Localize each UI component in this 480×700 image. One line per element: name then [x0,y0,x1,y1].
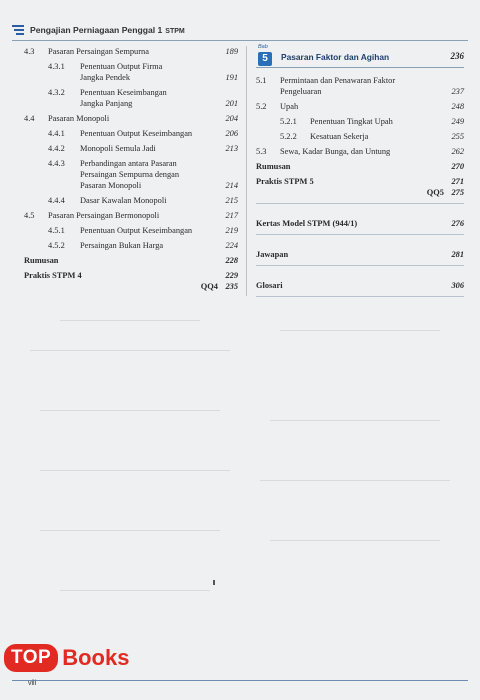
toc-entry-4-5[interactable] [24,210,238,221]
toc-text: Glosari [256,281,283,290]
toc-text: Jawapan [256,250,289,259]
toc-entry-5-1[interactable] [256,75,464,97]
toc-num: 4.3 [24,47,35,56]
toc-page: 189 [225,47,238,56]
chapter-title: Pasaran Faktor dan Agihan [281,51,390,62]
toc-entry-praktis-4[interactable] [24,270,238,281]
toc-page: 281 [451,250,464,259]
toc-num: 4.4.2 [48,144,65,153]
toc-entry-4-3-1[interactable] [24,61,238,83]
topbooks-logo [4,644,129,672]
toc-entry-glosari[interactable] [256,280,464,291]
toc-page: 201 [225,99,238,108]
toc-entry-qq4[interactable] [24,281,238,292]
chapter-heading[interactable] [256,43,464,68]
toc-text: QQ4 [200,282,218,291]
toc-page: 235 [225,282,238,291]
header-title-text: Pengajian Perniagaan Penggal 1 [30,25,163,35]
toc-text-line: Penentuan Output Firma [80,62,163,71]
toc-entry-5-3[interactable] [256,146,464,157]
toc-entry-4-4-1[interactable] [24,128,238,139]
toc-text: Pasaran Persaingan Bermonopoli [48,211,160,220]
toc-entry-4-5-2[interactable] [24,240,238,251]
toc-text: Kertas Model STPM (944/1) [256,219,358,228]
section-divider [256,203,464,204]
toc-text: Sewa, Kadar Bunga, dan Untung [280,147,391,156]
chapter-page: 236 [450,51,464,61]
toc-text-line: Persaingan Sempurna dengan [80,170,180,179]
toc-text-line: Jangka Pendek [80,73,131,82]
toc-text: QQ5 [426,188,444,197]
toc-entry-4-4[interactable] [24,113,238,124]
toc-text [80,158,238,191]
toc-page: 214 [225,181,238,190]
toc-text: Dasar Kawalan Monopoli [80,196,167,205]
toc-num: 4.4.3 [48,159,65,168]
toc-text: Praktis STPM 5 [256,177,314,186]
toc-entry-5-2[interactable] [256,101,464,112]
toc-text: Monopoli Semula Jadi [80,144,156,153]
toc-page: 215 [225,196,238,205]
toc-page: 217 [225,211,238,220]
toc-text-line: Pengeluaran [280,87,322,96]
toc-entry-praktis-5[interactable] [256,176,464,187]
toc-text: Penentuan Output Keseimbangan [80,226,193,235]
toc-text-line: Pasaran Monopoli [80,181,142,190]
toc-page: 219 [225,226,238,235]
toc-page: 276 [451,219,464,228]
toc-page: 237 [451,87,464,96]
toc-entry-kertas-model[interactable] [256,218,464,229]
toc-text: Pasaran Monopoli [48,114,110,123]
toc-entry-4-3[interactable] [24,46,238,57]
toc-entry-qq5[interactable] [256,187,464,198]
toc-num: 4.5.1 [48,226,65,235]
toc-entry-rumusan-4[interactable] [24,255,238,266]
toc-num: 4.3.2 [48,88,65,97]
toc-text-line: Permintaan dan Penawaran Faktor [280,76,396,85]
toc-text-line: Penentuan Keseimbangan [80,88,167,97]
toc-entry-rumusan-5[interactable] [256,161,464,172]
toc-text-line: Jangka Panjang [80,99,133,108]
toc-page: 206 [225,129,238,138]
toc-text [80,61,238,83]
toc-page: 204 [225,114,238,123]
toc-entry-4-4-4[interactable] [24,195,238,206]
toc-num: 5.3 [256,147,267,156]
toc-num: 4.5.2 [48,241,65,250]
toc-page: 262 [451,147,464,156]
toc-text [280,75,464,97]
toc-text: Penentuan Output Keseimbangan [80,129,193,138]
toc-page: 191 [225,73,238,82]
toc-entry-4-3-2[interactable] [24,87,238,109]
toc-entry-5-2-1[interactable] [256,116,464,127]
toc-page: 228 [225,256,238,265]
section-divider [256,234,464,235]
toc-text [80,87,238,109]
toc-num: 5.2.2 [280,132,297,141]
toc-text: Praktis STPM 4 [24,271,82,280]
toc-text: Upah [280,102,299,111]
header-subtitle: STPM [165,28,185,35]
section-divider [256,296,464,297]
book-logo-icon [12,24,24,36]
toc-page: 249 [451,117,464,126]
toc-page: 213 [225,144,238,153]
topbooks-logo-top: TOP [4,644,58,672]
toc-left-column [24,46,238,292]
chapter-badge [256,43,276,67]
toc-page: 229 [225,271,238,280]
toc-text-line: Perbandingan antara Pasaran [80,159,177,168]
toc-num: 4.4.1 [48,129,65,138]
page-header [12,22,185,38]
toc-num: 5.2 [256,102,267,111]
column-divider [246,46,247,296]
header-title [30,25,185,35]
toc-page: 306 [451,281,464,290]
toc-num: 5.1 [256,76,267,85]
toc-num: 4.4.4 [48,196,65,205]
page-number: viii [28,680,37,687]
toc-page: 270 [451,162,464,171]
toc-text: Persaingan Bukan Harga [80,241,164,250]
chapter-label: Bab [258,43,268,50]
toc-entry-4-4-2[interactable] [24,143,238,154]
toc-text: Penentuan Tingkat Upah [310,117,393,126]
toc-text: Rumusan [256,162,291,171]
toc-right-column [256,43,464,304]
toc-page: 275 [451,188,464,197]
toc-entry-4-4-3[interactable] [24,158,238,191]
toc-text: Pasaran Persaingan Sempurna [48,47,149,56]
toc-num: 4.4 [24,114,35,123]
toc-entry-jawapan[interactable] [256,249,464,260]
toc-num: 4.3.1 [48,62,65,71]
header-rule [12,40,468,41]
stray-mark [213,580,215,585]
toc-entry-4-5-1[interactable] [24,225,238,236]
toc-num: 4.5 [24,211,35,220]
toc-text: Kesatuan Sekerja [310,132,369,141]
chapter-number: 5 [258,52,272,66]
toc-page: 271 [451,177,464,186]
toc-page: 248 [451,102,464,111]
toc-text: Rumusan [24,256,59,265]
toc-page: 224 [225,241,238,250]
toc-num: 5.2.1 [280,117,297,126]
section-divider [256,265,464,266]
toc-page: 255 [451,132,464,141]
topbooks-logo-books: Books [62,645,130,670]
footer-rule [12,680,468,681]
toc-entry-5-2-2[interactable] [256,131,464,142]
